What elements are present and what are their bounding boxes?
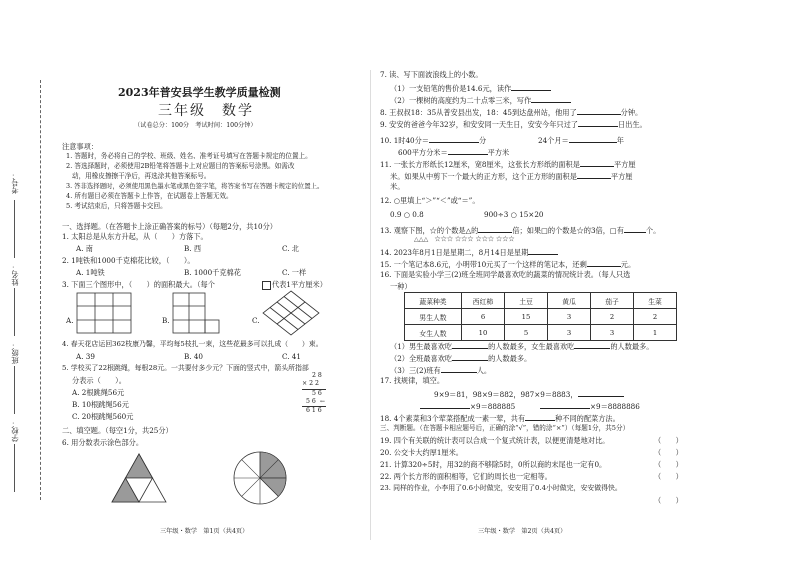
q17-result-1: ×9＝888885	[470, 402, 516, 411]
judge-paren[interactable]: （ ）	[654, 472, 683, 481]
section-fill-heading: 二、填空题。（每空1分，共25分）	[62, 426, 173, 435]
calc-line: 6 1 6	[306, 407, 322, 414]
table-cell: 2	[634, 309, 677, 325]
question-10-year-unit: 年	[616, 136, 624, 145]
calc-arrow-icon: ←	[320, 398, 326, 405]
answer-blank[interactable]	[528, 246, 558, 255]
table-cell: 女生人数	[405, 325, 462, 341]
footer-page-1: 三年级・数学 第1页（共4页）	[160, 528, 249, 535]
question-1: 1. 太阳总是从东方升起，从（ ）方落下。	[62, 232, 208, 241]
q17-pattern-text: 9×9＝81，98×9＝882，987×9＝8883，	[434, 390, 578, 399]
question-12: 12. ○里填上“＞”“＜”或“＝”。	[380, 196, 480, 205]
q3-option-b: B.	[162, 316, 170, 325]
question-10-part-2	[538, 134, 624, 145]
answer-blank[interactable]	[577, 106, 621, 115]
question-5-line2: 分表示（ ）。	[72, 376, 126, 385]
binding-label-name: 姓名：	[10, 264, 19, 286]
question-11-line3: 米。	[390, 182, 405, 191]
binding-label-class: 班级：	[10, 342, 19, 364]
judge-paren[interactable]: （ ）	[654, 496, 683, 505]
judge-paren[interactable]: （ ）	[654, 448, 683, 457]
table-cell: 3	[548, 325, 591, 341]
table-header: 蔬菜种类	[405, 293, 462, 309]
q7-part-1-text: （1）一支铅笔的售价是14.6元，读作	[390, 84, 512, 93]
answer-blank[interactable]	[578, 118, 618, 127]
answer-blank[interactable]	[452, 340, 488, 349]
q7-part-1	[390, 82, 551, 93]
answer-blank[interactable]	[429, 134, 479, 143]
table-header: 土豆	[505, 293, 548, 309]
binding-line-name	[14, 288, 15, 336]
judge-item: 21. 计算320÷5时，用32的商不够除5时，0所以商的末尾也一定有0。	[380, 460, 607, 469]
question-11-tail-2: 平方厘	[610, 172, 633, 181]
answer-blank[interactable]	[587, 258, 621, 267]
question-14	[380, 246, 558, 257]
answer-blank[interactable]	[478, 224, 512, 233]
q1-option-a: A. 南	[76, 244, 93, 253]
q6-circle-figure	[232, 450, 288, 506]
question-14-text: 14. 2023年8月1日是星期二，8月14日是星期	[380, 248, 529, 257]
table-cell: 5	[505, 325, 548, 341]
question-11-text-2: 米。如果从中剪下一个最大的正方形，这个正方形的面积是	[390, 172, 577, 181]
judge-paren[interactable]: （ ）	[654, 436, 683, 445]
q12-item-2[interactable]: 900÷3 ○ 15×20	[484, 210, 544, 219]
answer-blank[interactable]	[578, 388, 624, 397]
table-cell: 15	[505, 309, 548, 325]
footer-page-2: 三年级・数学 第2页（共4页）	[478, 528, 567, 535]
question-16-line1: 16. 下面是实验小学三(2)班全班同学最喜欢吃的蔬菜的情况统计表。（每人只选	[380, 270, 631, 279]
answer-blank[interactable]	[511, 82, 551, 91]
q3-figure-b	[172, 292, 222, 334]
question-15	[380, 258, 635, 269]
question-18	[380, 412, 620, 423]
judge-item: 20. 公交卡大约厚1厘米。	[380, 448, 463, 457]
question-10-area: 600平方分米＝	[398, 148, 448, 157]
exam-meta: （试卷总分：100分 考试时间：100分钟）	[134, 122, 257, 129]
question-16-line2: 一种）	[390, 282, 412, 291]
notes-heading: 注意事项：	[62, 142, 98, 151]
question-3: 3. 下面三个图形中，（ ）的面积最大。（每个	[62, 280, 215, 289]
question-9-text: 9. 安安的爸爸今年32岁，和安安同一天生日，安安今年只过了	[380, 120, 578, 129]
answer-blank[interactable]	[531, 94, 571, 103]
answer-blank[interactable]	[525, 412, 555, 421]
q16-part-2	[390, 352, 531, 363]
q12-item-1[interactable]: 0.9 ○ 0.8	[390, 210, 424, 219]
vegetable-table	[404, 292, 677, 341]
question-10-text: 10. 1时40分＝	[380, 136, 429, 145]
binding-label-school: 学校：	[10, 420, 19, 442]
q16-part-1-mid: 的人数最多，女生最喜欢吃	[488, 342, 575, 351]
judge-item: 22. 两个长方形的面积相等，它们的周长也一定相等。	[380, 472, 552, 481]
table-cell: 男生人数	[405, 309, 462, 325]
table-cell: 1	[634, 325, 677, 341]
exam-subtitle: 三年级 数学	[158, 103, 254, 119]
question-11-line1	[380, 158, 636, 169]
section-judge-heading: 三、判断题。（在答题卡相应题号后，正确的涂“√”，错的涂“×”）（每题1分，共5分）	[380, 424, 630, 432]
question-13	[380, 224, 660, 235]
answer-blank[interactable]	[624, 224, 646, 233]
question-13-mid: 倍；如果□的个数是☆的3倍，□有	[512, 226, 624, 235]
q16-part-1-tail: 的人数最多。	[610, 342, 654, 351]
question-15-text: 15. 一个笔记本8.6元，小明带10元买了一个这样的笔记本，还剩	[380, 260, 587, 269]
answer-blank[interactable]	[577, 170, 611, 179]
question-2: 2. 1吨铁和1000千克棉花比较，（ ）。	[62, 256, 195, 265]
answer-blank[interactable]	[420, 400, 470, 409]
answer-blank[interactable]	[574, 340, 610, 349]
table-header: 茄子	[591, 293, 634, 309]
q16-part-1	[390, 340, 653, 351]
question-6: 6. 用分数表示涂色部分。	[62, 438, 144, 447]
exam-title: 2023年普安县学生教学质量检测	[118, 86, 281, 99]
judge-item: 23. 同样的作业，小李用了0.6小时做完，安安用了0.4小时做完，安安做得快。	[380, 484, 622, 492]
q5-option-c: C. 20根跳绳560元	[72, 412, 134, 421]
note-line: 3. 答非选择题时，必须使用黑色墨水笔或黑色签字笔，将答案书写在答题卡规定的位置上。	[66, 182, 324, 190]
question-10-part-3	[398, 146, 509, 157]
judge-paren[interactable]: （ ）	[654, 460, 683, 469]
table-cell: 6	[462, 309, 505, 325]
q3-option-c: C.	[252, 316, 260, 325]
question-3-tail: 代表1平方厘米）	[272, 280, 327, 289]
page-divider	[370, 70, 371, 540]
q4-option-a: A. 39	[76, 352, 95, 361]
answer-blank[interactable]	[540, 400, 590, 409]
question-4: 4. 春天花店运回362枝康乃馨，平均每5枝扎一束，这些花最多可以扎成（ ）束。	[62, 340, 323, 348]
question-11-tail-1: 平方厘	[613, 160, 636, 169]
table-header: 黄瓜	[548, 293, 591, 309]
question-9-tail: 日出生。	[617, 120, 647, 129]
note-line: 1. 答题时，务必将自己的学校、班级、姓名、准考证号填写在答题卡规定的位置上。	[66, 152, 312, 160]
table-cell: 10	[462, 325, 505, 341]
question-11-line2	[390, 170, 632, 181]
question-13-tail: 个。	[645, 226, 661, 235]
q16-part-3-tail: 人。	[476, 366, 492, 375]
q7-part-2-text: （2）一棵树的高度约为二十点零三米，写作	[390, 96, 532, 105]
question-5-line1: 5. 学校买了22根跳绳，每根28元。一共要付多少元？下面的竖式中，箭头所指部	[62, 364, 309, 372]
q3-figure-c	[262, 290, 320, 336]
question-11-text-1: 11. 一张长方形纸长12厘米，宽8厘米，这张长方形纸的面积是	[380, 160, 580, 169]
answer-blank[interactable]	[580, 158, 614, 167]
table-header: 西红柿	[462, 293, 505, 309]
calc-line: 5 6	[306, 398, 316, 405]
note-line: 2. 答选择题时，必须使用2B铅笔将答题卡上对应题目的答案标号涂黑。如需改	[66, 162, 295, 170]
question-18-tail: 种不同的配菜方法。	[555, 414, 620, 423]
q5-option-a: A. 2根跳绳56元	[72, 388, 125, 397]
q17-blank-2	[540, 400, 640, 411]
answer-blank[interactable]	[448, 146, 488, 155]
note-line: 动，用橡皮擦擦干净后，再选涂其他答案标号。	[72, 172, 211, 180]
table-header: 生菜	[634, 293, 677, 309]
q3-option-a: A.	[66, 316, 74, 325]
q4-option-b: B. 40	[184, 352, 203, 361]
question-8-text: 8. 王叔叔18：35从普安县出发，18：45到达盘州站，他用了	[380, 108, 577, 117]
question-15-tail: 元。	[620, 260, 636, 269]
q5-option-b: B. 10根跳绳56元	[72, 400, 129, 409]
binding-dashed-line	[40, 80, 41, 500]
q16-part-3	[390, 364, 491, 375]
table-cell: 2	[591, 309, 634, 325]
question-17: 17. 找规律，填空。	[380, 376, 445, 385]
q17-blank-1	[420, 400, 515, 411]
question-9	[380, 118, 647, 129]
answer-blank[interactable]	[569, 134, 617, 143]
q3-figure-a	[76, 292, 132, 334]
unit-square-icon	[262, 281, 271, 290]
q17-pattern	[434, 388, 624, 399]
answer-blank[interactable]	[452, 352, 488, 361]
note-line: 5. 考试结束后，只将答题卡交回。	[66, 202, 167, 210]
note-line: 4. 所有题目必须在答题卡上作答，在试题卷上答题无效。	[66, 192, 233, 200]
question-10-unit: 分	[479, 136, 487, 145]
q2-option-a: A. 1吨铁	[76, 268, 105, 277]
question-8-tail: 分钟。	[620, 108, 643, 117]
table-cell: 3	[548, 309, 591, 325]
calc-line: 2 8	[312, 372, 322, 379]
question-7: 7. 读、写下面波浪线上的小数。	[380, 70, 483, 79]
binding-label-exam-number: 考号：	[10, 172, 19, 194]
question-10-months: 24个月＝	[538, 136, 569, 145]
question-18-text: 18. 4个素菜和3个荤菜搭配成一素一荤，共有	[380, 414, 526, 423]
question-10-area-unit: 平方米	[487, 148, 510, 157]
question-13-text: 13. 观察下图，☆的个数是△的	[380, 226, 479, 235]
q1-option-c: C. 北	[282, 244, 299, 253]
question-8	[380, 106, 642, 117]
answer-blank[interactable]	[441, 364, 477, 373]
q6-triangle-figure	[110, 452, 168, 504]
q4-option-c: C. 41	[282, 352, 301, 361]
q2-option-c: C. 一样	[282, 268, 307, 277]
table-row	[405, 309, 677, 325]
q16-part-2-tail: 的人数最多。	[488, 354, 532, 363]
question-10	[380, 134, 486, 145]
q13-shapes: △△△ ☆☆☆ ☆☆☆ ☆☆☆ ☆☆☆	[414, 236, 515, 243]
calc-line: 5 6	[312, 390, 322, 397]
binding-line-school	[14, 444, 15, 492]
table-row	[405, 325, 677, 341]
q17-result-2: ×9＝8888886	[590, 402, 640, 411]
q16-part-2-text: （2）全班最喜欢吃	[390, 354, 453, 363]
calc-line: × 2 2	[302, 380, 319, 387]
q16-part-1-text: （1）男生最喜欢吃	[390, 342, 453, 351]
judge-item: 19. 四个有关联的统计表可以合成一个复式统计表，以便更清楚地对比。	[380, 436, 610, 445]
binding-line-exam-number	[14, 200, 15, 258]
q7-part-2	[390, 94, 571, 105]
table-cell: 3	[591, 325, 634, 341]
q16-part-3-text: （3）三(2)班有	[390, 366, 441, 375]
q1-option-b: B. 西	[184, 244, 202, 253]
q2-option-b: B. 1000千克棉花	[184, 268, 241, 277]
binding-line-class	[14, 366, 15, 414]
table-header-row	[405, 293, 677, 309]
section-choice-heading: 一、选择题。（在答题卡上涂正确答案的标号）（每题2分，共10分）	[62, 222, 277, 231]
